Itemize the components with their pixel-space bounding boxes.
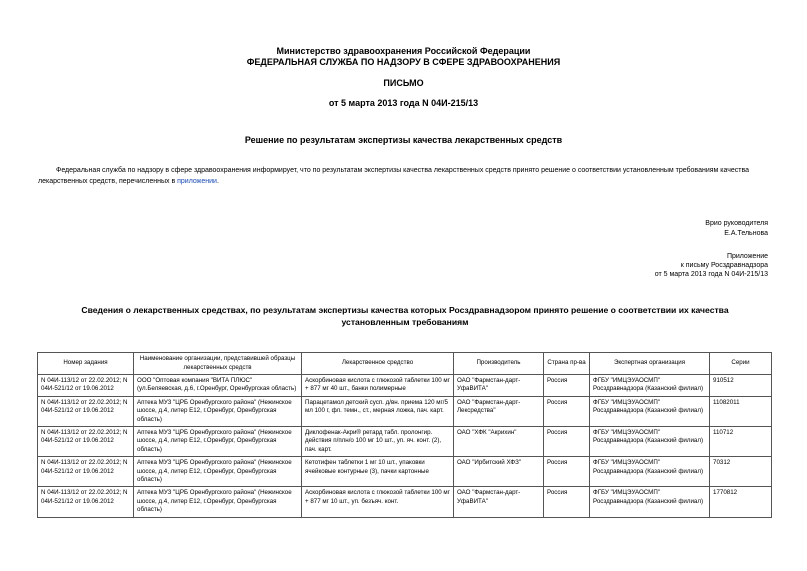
table-row xyxy=(38,396,772,426)
cell-manufacturer: ОАО "Фармстан-дарт-Лексредства" xyxy=(454,396,544,426)
cell-country: Россия xyxy=(544,427,590,457)
document-type: ПИСЬМО xyxy=(383,78,424,88)
section-title: Сведения о лекарственных средствах, по результатам экспертизы качества которых Росздравнадзором принято решение о соответствии их качества установленным требованиям xyxy=(81,305,729,327)
cell-country: Россия xyxy=(544,375,590,397)
cell-country: Россия xyxy=(544,396,590,426)
table-row xyxy=(38,375,772,397)
cell-task-number: N 04И-113/12 от 22.02.2012; N 04И-521/12 от 19.06.2012 xyxy=(38,375,134,397)
cell-manufacturer: ОАО "Фармстан-дарт-УфаВИТА" xyxy=(454,487,544,517)
cell-medicine: Диклофенак-Акри® ретард табл. пролонгир. действия п/плн/о 100 мг 10 шт., уп. яч. конт. (2), пач. карт. xyxy=(302,427,454,457)
table-body xyxy=(38,375,772,518)
cell-medicine: Парацетамол детский сусп. д/вн. приема 120 мг/5 мл 100 г, фл. темн., ст., мерная ложка, пач. карт. xyxy=(302,396,454,426)
col-series: Серии xyxy=(710,353,772,375)
cell-country: Россия xyxy=(544,457,590,487)
cell-expert-org: ФГБУ "ИМЦЭУАОСМП" Росздравнадзора (Казанский филиал) xyxy=(590,375,710,397)
signature-position: Врио руководителя xyxy=(705,220,768,227)
signature-name: Е.А.Тельнова xyxy=(724,230,768,237)
cell-task-number: N 04И-113/12 от 22.02.2012; N 04И-521/12 от 19.06.2012 xyxy=(38,457,134,487)
cell-manufacturer: ОАО "Ирбитский ХФЗ" xyxy=(454,457,544,487)
cell-organization: Аптека МУЗ "ЦРБ Оренбургского района" (Нежинское шоссе, д.4, литер Е12, г.Оренбург, Оренбургская область) xyxy=(134,427,302,457)
cell-organization: Аптека МУЗ "ЦРБ Оренбургского района" (Нежинское шоссе, д.4, литер Е12, г.Оренбург, Оренбургская область) xyxy=(134,396,302,426)
cell-series: 11082011 xyxy=(710,396,772,426)
cell-organization: Аптека МУЗ "ЦРБ Оренбургского района" (Нежинское шоссе, д.4, литер Е12, г.Оренбург, Оренбургская область) xyxy=(134,487,302,517)
col-organization: Наименование организации, представившей образцы лекарственных средств xyxy=(134,353,302,375)
col-manufacturer: Производитель xyxy=(454,353,544,375)
service-name: ФЕДЕРАЛЬНАЯ СЛУЖБА ПО НАДЗОРУ В СФЕРЕ ЗДРАВООХРАНЕНИЯ xyxy=(246,57,561,67)
cell-series: 110712 xyxy=(710,427,772,457)
col-medicine: Лекарственное средство xyxy=(302,353,454,375)
document-date: от 5 марта 2013 года N 04И-215/13 xyxy=(328,98,479,108)
appendix-link[interactable]: приложении xyxy=(177,178,217,185)
cell-country: Россия xyxy=(544,487,590,517)
cell-series: 70312 xyxy=(710,457,772,487)
cell-task-number: N 04И-113/12 от 22.02.2012; N 04И-521/12 от 19.06.2012 xyxy=(38,487,134,517)
cell-organization: ООО "Оптовая компания "ВИТА ПЛЮС" (ул.Беляевская, д.6, г.Оренбург, Оренбургская область) xyxy=(134,375,302,397)
cell-series: 910512 xyxy=(710,375,772,397)
signature-block xyxy=(705,219,768,238)
cell-manufacturer: ОАО "Фармстан-дарт-УфаВИТА" xyxy=(454,375,544,397)
cell-manufacturer: ОАО "ХФК "Акрихин" xyxy=(454,427,544,457)
cell-series: 1770812 xyxy=(710,487,772,517)
table-row xyxy=(38,457,772,487)
appendix-ref: к письму Росздравнадзора xyxy=(680,262,768,269)
table-header xyxy=(38,353,772,375)
col-expert-org: Экспертная организация xyxy=(590,353,710,375)
cell-medicine: Аскорбиновая кислота с глюкозой таблетки 100 мг + 877 мг 10 шт., уп. безъяч. конт. xyxy=(302,487,454,517)
cell-expert-org: ФГБУ "ИМЦЭУАОСМП" Росздравнадзора (Казанский филиал) xyxy=(590,427,710,457)
cell-medicine: Кетотифен таблетки 1 мг 10 шт., упаковки ячейковые контурные (3), пачки картонные xyxy=(302,457,454,487)
appendix-label: Приложение xyxy=(726,253,768,260)
header-row xyxy=(38,353,772,375)
ministry-name: Министерство здравоохранения Российской Федерации xyxy=(276,46,531,56)
cell-expert-org: ФГБУ "ИМЦЭУАОСМП" Росздравнадзора (Казанский филиал) xyxy=(590,396,710,426)
table-row xyxy=(38,487,772,517)
appendix-block xyxy=(655,252,768,279)
table-row xyxy=(38,427,772,457)
cell-organization: Аптека МУЗ "ЦРБ Оренбургского района" (Нежинское шоссе, д.4, литер Е12, г.Оренбург, Оренбургская область) xyxy=(134,457,302,487)
document-title: Решение по результатам экспертизы качества лекарственных средств xyxy=(244,135,563,145)
col-country: Страна пр-ва xyxy=(544,353,590,375)
cell-task-number: N 04И-113/12 от 22.02.2012; N 04И-521/12 от 19.06.2012 xyxy=(38,396,134,426)
cell-expert-org: ФГБУ "ИМЦЭУАОСМП" Росздравнадзора (Казанский филиал) xyxy=(590,457,710,487)
col-task-number: Номер задания xyxy=(38,353,134,375)
body-paragraph-end: . xyxy=(216,178,219,185)
medicines-table xyxy=(37,352,772,518)
appendix-date: от 5 марта 2013 года N 04И-215/13 xyxy=(654,271,768,278)
body-paragraph xyxy=(38,165,768,187)
cell-task-number: N 04И-113/12 от 22.02.2012; N 04И-521/12 от 19.06.2012 xyxy=(38,427,134,457)
cell-expert-org: ФГБУ "ИМЦЭУАОСМП" Росздравнадзора (Казанский филиал) xyxy=(590,487,710,517)
cell-medicine: Аскорбиновая кислота с глюкозой таблетки 100 мг + 877 мг 40 шт., банки полимерные xyxy=(302,375,454,397)
body-paragraph-text: Федеральная служба по надзору в сфере здравоохранения информирует, что по результатам экспертизы качества лекарственных средств принято решение о соответствии установленным требованиям качества лекарственных средств, перечисленных в xyxy=(38,167,750,185)
